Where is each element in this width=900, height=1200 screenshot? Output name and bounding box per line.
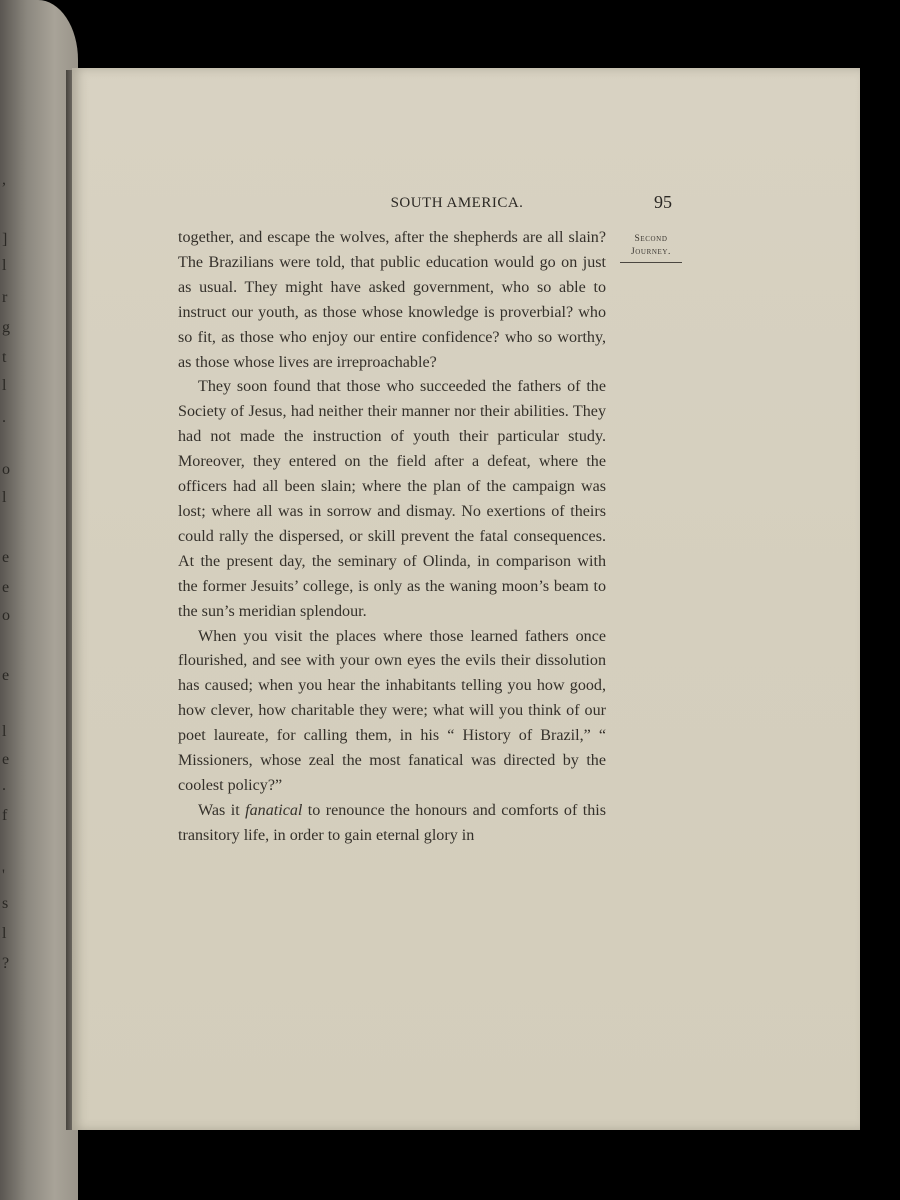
page-number: 95 <box>654 192 672 212</box>
facing-page-mark: o <box>2 607 10 624</box>
facing-page-mark: . <box>2 777 6 794</box>
margin-note-line: Second <box>634 234 668 244</box>
paragraph-text: Was it <box>198 801 246 819</box>
paragraph <box>178 799 606 849</box>
facing-page-mark: o <box>2 461 10 478</box>
italic-word: fanatical <box>245 801 303 819</box>
facing-page-mark: e <box>2 579 10 596</box>
facing-page-mark: t <box>2 349 7 366</box>
facing-page-mark: f <box>2 807 8 824</box>
facing-page-mark: e <box>2 549 10 566</box>
facing-page-mark: l <box>2 377 7 394</box>
facing-page-mark: ? <box>2 955 10 972</box>
facing-page-mark: r <box>2 289 8 306</box>
paragraph: When you visit the places where those learned fathers once flourished, and see with your own eyes the evils their dissolution has caused; when you hear the inhabitants telling you how good, how clever, how charitable they were; what will you think of our poet laureate, for calling them, in his “ History of Brazil,” “ Missioners, whose zeal the most fanatical was directed by the coolest policy?” <box>178 627 606 794</box>
margin-note <box>620 233 682 263</box>
paragraph-text: to renounce the honours and comforts of this transitory life, in order to gain eternal glory in <box>178 801 607 844</box>
paragraph: together, and escape the wolves, after the shepherds are all slain? The Brazilians were told, that public education would go on just as usual. They might have asked government, who so able to instruct our youth, as those whose knowledge is proverbial? who so fit, as those who enjoy our entire confidence? who so worthy, as those whose lives are irreproachable? <box>178 229 606 371</box>
facing-page-mark: s <box>2 895 9 912</box>
facing-page-mark: l <box>2 723 7 740</box>
running-head: SOUTH AMERICA. <box>390 195 524 211</box>
facing-page-mark: ' <box>2 867 5 884</box>
facing-page-mark: l <box>2 257 7 274</box>
body-text <box>178 226 606 849</box>
book-page <box>72 68 860 1130</box>
facing-page-mark: , <box>2 171 6 188</box>
facing-page-mark: e <box>2 667 10 684</box>
facing-page-mark: e <box>2 751 10 768</box>
facing-page-mark: . <box>2 409 6 426</box>
facing-page-mark: ] <box>2 231 8 248</box>
facing-page-mark: l <box>2 925 7 942</box>
paragraph: They soon found that those who succeeded the fathers of the Society of Jesus, had neither their manner nor their abilities. They had not made the instruction of youth their particular study. Moreover, they entered on the field after a defeat, where the officers had all been slain; where the plan of the campaign was lost; where all was in sorrow and dismay. No exertions of theirs could rally the dispersed, or skill prevent the fatal consequences. At the present day, the seminary of Olinda, in comparison with the former Jesuits’ college, is only as the waning moon’s beam to the sun’s meridian splendour. <box>178 378 606 620</box>
facing-page-mark: g <box>2 319 10 336</box>
margin-note-line: Journey. <box>630 247 672 257</box>
facing-page-mark: l <box>2 489 7 506</box>
